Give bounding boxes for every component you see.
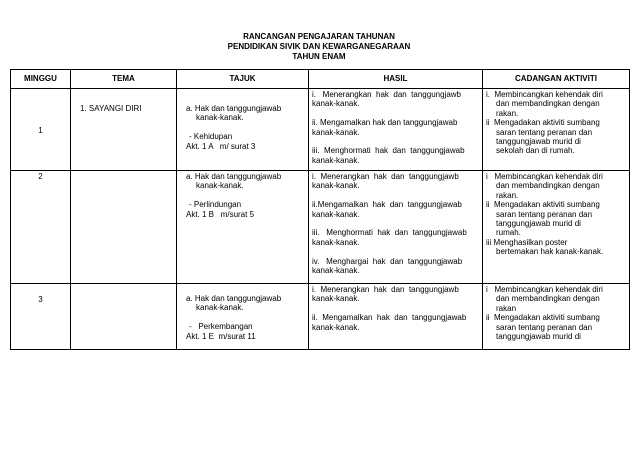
aktiviti-line: dan membandingkan dengan [496,294,600,304]
minggu-value: 2 [38,172,43,181]
tajuk-line: a. Hak dan tanggungjawab [186,294,282,303]
table-row [11,89,630,171]
hasil-line: i. Menerangkan hak dan tanggungjawb [312,285,459,294]
tajuk-line: a. Hak dan tanggungjawab [186,104,282,113]
hasil-line: iv. Menghargai hak dan tanggungjawab [312,256,463,266]
hasil-line: kanak-kanak. [312,209,360,219]
aktiviti-line: dan membandingkan dengan [496,99,600,109]
tajuk-line: kanak-kanak. [196,303,244,313]
table-header-row [11,70,630,89]
hasil-line: ii.Mengamalkan hak dan tanggungjawab [312,200,462,210]
aktiviti-line: iii Menghasilkan poster [486,237,568,247]
hasil-line: iii. Menghormati hak dan tanggungjawab [312,228,467,238]
hasil-line: ii. Mengamalkan hak dan tanggungjawab [312,118,458,128]
hasil-line: kanak-kanak. [312,294,360,304]
aktiviti-line: ii Mengadakan aktiviti sumbang [486,200,600,210]
aktiviti-line: bertemakan hak kanak-kanak. [496,247,604,257]
table-row [11,284,630,350]
tajuk-line: kanak-kanak. [196,113,244,123]
hasil-line: kanak-kanak. [312,181,360,191]
tajuk-subtopic: - Perkembangan [189,322,253,332]
tajuk-cell [177,171,309,284]
hasil-line: iii. Menghormati hak dan tanggungjawab [312,146,465,156]
tajuk-subtopic: - Kehidupan [189,132,233,142]
aktiviti-line: rakan [496,303,517,313]
tajuk-cell [177,89,309,171]
minggu-cell [11,284,71,350]
aktiviti-cell [483,284,630,350]
aktiviti-line: ii Mengadakan aktiviti sumbang [486,313,600,323]
tema-value: 1. SAYANGI DIRI [80,104,142,113]
minggu-value: 1 [38,126,43,135]
minggu-cell [11,89,71,171]
tajuk-line: kanak-kanak. [196,181,244,191]
aktiviti-line: dan membandingkan dengan [496,181,600,191]
tema-cell [71,171,177,284]
column-header-tajuk: TAJUK [177,70,309,89]
aktiviti-line: i. Membincangkan kehendak diri [486,90,603,99]
hasil-cell [309,284,483,350]
hasil-line: kanak-kanak. [312,127,360,137]
tajuk-reference: Akt. 1 B m/surat 5 [186,209,255,219]
aktiviti-cell [483,89,630,171]
minggu-value: 3 [38,295,43,304]
hasil-line: kanak-kanak. [312,155,360,165]
minggu-cell [11,171,71,284]
aktiviti-line: rakan. [496,190,519,200]
aktiviti-line: i Membincangkan kehendak diri [486,172,603,181]
document-title: RANCANGAN PENGAJARAN TAHUNAN [243,32,395,41]
column-header-minggu: MINGGU [11,70,71,89]
hasil-line: i. Menerangkan hak dan tanggungjawb [312,90,461,99]
aktiviti-line: saran tentang peranan dan [496,322,593,332]
document-subject: PENDIDIKAN SIVIK DAN KEWARGANEGARAAN [227,42,411,51]
table-row [11,171,630,284]
tema-cell [71,284,177,350]
lesson-plan-table [10,69,630,350]
tajuk-subtopic: - Perlindungan [189,200,242,210]
hasil-line: kanak-kanak. [312,266,360,276]
column-header-tema: TEMA [71,70,177,89]
aktiviti-line: saran tentang peranan dan [496,127,593,137]
tajuk-reference: Akt. 1 A m/ surat 3 [186,141,256,151]
column-header-cadangan-aktiviti: CADANGAN AKTIVITI [483,70,630,89]
aktiviti-line: i Membincangkan kehendak diri [486,285,603,294]
aktiviti-cell [483,171,630,284]
tajuk-cell [177,284,309,350]
hasil-line: kanak-kanak. [312,237,360,247]
tajuk-reference: Akt. 1 E m/surat 11 [186,331,256,341]
tema-cell [71,89,177,171]
aktiviti-line: rumah. [496,228,521,238]
column-header-hasil: HASIL [309,70,483,89]
hasil-line: ii. Mengamalkan hak dan tanggungjawab [312,313,467,323]
hasil-line: kanak-kanak. [312,99,360,109]
aktiviti-line: tanggungjawab murid di [496,137,581,147]
aktiviti-line: rakan. [496,108,519,118]
tajuk-line: a. Hak dan tanggungjawab [186,172,282,181]
aktiviti-line: saran tentang peranan dan [496,209,593,219]
hasil-line: i. Menerangkan hak dan tanggungjawb [312,172,459,181]
aktiviti-line: tanggungjawab murid di [496,219,581,229]
hasil-cell [309,89,483,171]
hasil-cell [309,171,483,284]
aktiviti-line: sekolah dan di rumah. [496,146,575,156]
aktiviti-line: tanggungjawab murid di [496,332,581,342]
hasil-line: kanak-kanak. [312,322,360,332]
aktiviti-line: ii Mengadakan aktiviti sumbang [486,118,600,128]
document-year: TAHUN ENAM [292,52,346,61]
